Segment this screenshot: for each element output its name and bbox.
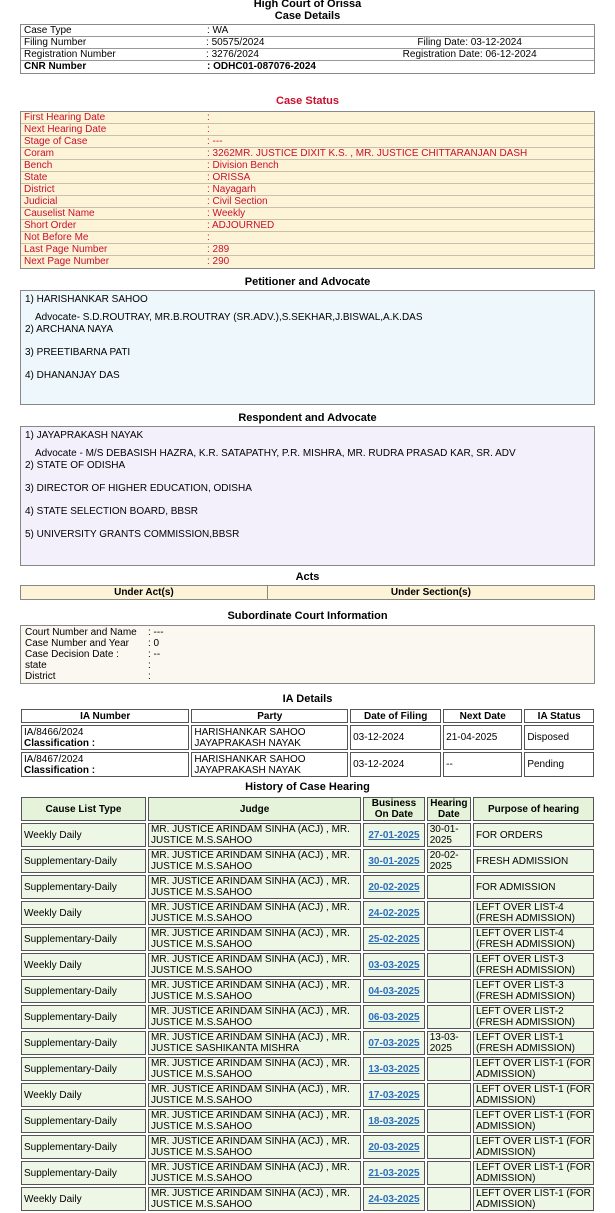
case-status-label: Stage of Case [24, 136, 88, 147]
purpose-of-hearing: LEFT OVER LIST-1 (FOR ADMISSION) [473, 1161, 594, 1185]
case-status-value: : [207, 112, 210, 123]
judge-cell: MR. JUSTICE ARINDAM SINHA (ACJ) , MR. JUSTICE M.S.SAHOO [148, 1083, 361, 1107]
ia-number-cell [21, 752, 189, 777]
subordinate-value: : [148, 660, 151, 671]
case-type-value: : WA [207, 25, 229, 36]
filing-date: Filing Date: 03-12-2024 [417, 37, 522, 48]
history-row [21, 823, 594, 847]
history-header-cell: Judge [148, 797, 361, 821]
purpose-of-hearing: LEFT OVER LIST-3 (FRESH ADMISSION) [473, 953, 594, 977]
hearing-date [427, 1161, 471, 1185]
history-row [21, 979, 594, 1003]
history-row [21, 1187, 594, 1211]
case-status-label: Short Order [24, 220, 77, 231]
business-date-link[interactable]: 04-03-2025 [368, 985, 420, 997]
respondent-advocate: Advocate - M/S DEBASISH HAZRA, K.R. SATAPATHY, P.R. MISHRA, MR. RUDRA PRASAD KAR, SR. ADV [35, 448, 516, 459]
case-status-label: Causelist Name [24, 208, 95, 219]
cause-list-type: Supplementary-Daily [21, 1057, 146, 1081]
registration-date: Registration Date: 06-12-2024 [402, 49, 537, 60]
history-header-cell: Business On Date [363, 797, 424, 821]
subordinate-value: : --- [148, 627, 164, 638]
business-date-link[interactable]: 20-02-2025 [368, 881, 420, 893]
hearing-date [427, 979, 471, 1003]
case-status-label: Judicial [24, 196, 58, 207]
case-status-value: : 290 [207, 256, 230, 267]
purpose-of-hearing: LEFT OVER LIST-1 (FOR ADMISSION) [473, 1135, 594, 1159]
petitioner-4: 4) DHANANJAY DAS [25, 370, 120, 381]
judge-cell: MR. JUSTICE ARINDAM SINHA (ACJ) , MR. JUSTICE M.S.SAHOO [148, 1161, 361, 1185]
hearing-date [427, 875, 471, 899]
cause-list-type: Supplementary-Daily [21, 1005, 146, 1029]
ia-party-2: JAYAPRAKASH NAYAK [194, 737, 301, 749]
hearing-date [427, 1135, 471, 1159]
case-status-row [21, 148, 594, 160]
hearing-date [427, 953, 471, 977]
case-status-value: : Weekly [207, 208, 246, 219]
subordinate-row [25, 660, 590, 671]
subordinate-title: Subordinate Court Information [227, 610, 388, 622]
subordinate-value: : -- [148, 649, 161, 660]
business-date-cell [363, 1187, 424, 1211]
ia-row [21, 752, 594, 777]
case-details-title: Case Details [274, 10, 341, 22]
case-status-value: : 3262MR. JUSTICE DIXIT K.S. , MR. JUSTICE CHITTARANJAN DASH [207, 148, 528, 159]
history-row [21, 901, 594, 925]
hearing-date: 30-01-2025 [427, 823, 471, 847]
business-date-cell [363, 875, 424, 899]
history-row [21, 1161, 594, 1185]
respondent-1: 1) JAYAPRAKASH NAYAK [25, 430, 144, 441]
subordinate-label: Case Decision Date : [25, 649, 119, 660]
cause-list-type: Supplementary-Daily [21, 1109, 146, 1133]
court-title: High Court of Orissa [253, 0, 362, 10]
cause-list-type: Weekly Daily [21, 823, 146, 847]
case-status-row [21, 220, 594, 232]
petitioner-3: 3) PREETIBARNA PATI [25, 347, 131, 358]
business-date-cell [363, 1057, 424, 1081]
judge-cell: MR. JUSTICE ARINDAM SINHA (ACJ) , MR. JUSTICE M.S.SAHOO [148, 1135, 361, 1159]
registration-number-row [21, 49, 594, 61]
business-date-link[interactable]: 13-03-2025 [368, 1063, 420, 1075]
petitioner-box [20, 290, 595, 405]
ia-filing-date: 03-12-2024 [350, 752, 441, 777]
history-row [21, 875, 594, 899]
petitioner-1: 1) HARISHANKAR SAHOO [25, 294, 148, 305]
hearing-date [427, 1005, 471, 1029]
cause-list-type: Supplementary-Daily [21, 1031, 146, 1055]
history-row [21, 849, 594, 873]
business-date-cell [363, 927, 424, 951]
ia-status: Disposed [524, 725, 594, 750]
ia-number-cell [21, 725, 189, 750]
case-status-row [21, 160, 594, 172]
respondent-5: 5) UNIVERSITY GRANTS COMMISSION,BBSR [25, 529, 240, 540]
case-status-value: : Civil Section [207, 196, 268, 207]
case-type-label: Case Type [24, 25, 72, 36]
ia-number: IA/8466/2024 [24, 726, 84, 738]
case-status-label: Not Before Me [24, 232, 89, 243]
ia-status: Pending [524, 752, 594, 777]
cause-list-type: Supplementary-Daily [21, 979, 146, 1003]
cause-list-type: Supplementary-Daily [21, 927, 146, 951]
case-details-table [20, 24, 595, 74]
purpose-of-hearing: FRESH ADMISSION [473, 849, 594, 873]
business-date-link[interactable]: 07-03-2025 [368, 1037, 420, 1049]
history-header-cell: Hearing Date [427, 797, 471, 821]
cnr-label: CNR Number [24, 61, 87, 72]
purpose-of-hearing: LEFT OVER LIST-2 (FRESH ADMISSION) [473, 1005, 594, 1029]
cause-list-type: Weekly Daily [21, 1083, 146, 1107]
history-row [21, 953, 594, 977]
hearing-date [427, 901, 471, 925]
case-status-row [21, 124, 594, 136]
case-status-label: Bench [24, 160, 53, 171]
acts-title: Acts [295, 571, 320, 583]
purpose-of-hearing: LEFT OVER LIST-1 (FOR ADMISSION) [473, 1057, 594, 1081]
case-status-label: State [24, 172, 48, 183]
respondent-title: Respondent and Advocate [238, 412, 377, 424]
registration-number-label: Registration Number [24, 49, 116, 60]
history-row [21, 1109, 594, 1133]
history-row [21, 1031, 594, 1055]
judge-cell: MR. JUSTICE ARINDAM SINHA (ACJ) , MR. JUSTICE SASHIKANTA MISHRA [148, 1031, 361, 1055]
acts-table [20, 585, 595, 600]
judge-cell: MR. JUSTICE ARINDAM SINHA (ACJ) , MR. JUSTICE M.S.SAHOO [148, 1005, 361, 1029]
cause-list-type: Weekly Daily [21, 901, 146, 925]
history-row [21, 1083, 594, 1107]
subordinate-row [25, 627, 590, 638]
ia-header-cell: IA Number [21, 709, 189, 723]
ia-classification-label: Classification : [24, 737, 96, 749]
subordinate-row [25, 649, 590, 660]
subordinate-row [25, 671, 590, 682]
case-status-value: : [207, 232, 210, 243]
subordinate-value: : 0 [148, 638, 160, 649]
case-status-value: : Division Bench [207, 160, 279, 171]
purpose-of-hearing: LEFT OVER LIST-3 (FRESH ADMISSION) [473, 979, 594, 1003]
case-status-value: : Nayagarh [207, 184, 256, 195]
cnr-row [21, 61, 594, 73]
case-status-table [20, 111, 595, 269]
business-date-cell [363, 1135, 424, 1159]
case-status-row [21, 184, 594, 196]
respondent-4: 4) STATE SELECTION BOARD, BBSR [25, 506, 198, 517]
judge-cell: MR. JUSTICE ARINDAM SINHA (ACJ) , MR. JUSTICE M.S.SAHOO [148, 849, 361, 873]
ia-header-cell: IA Status [524, 709, 594, 723]
business-date-link[interactable]: 25-02-2025 [368, 933, 420, 945]
case-status-value: : 289 [207, 244, 230, 255]
ia-next-date: -- [443, 752, 522, 777]
ia-party-cell [191, 752, 348, 777]
respondent-2: 2) STATE OF ODISHA [25, 460, 126, 471]
case-status-value: : ADJOURNED [207, 220, 275, 231]
ia-classification-label: Classification : [24, 764, 96, 776]
judge-cell: MR. JUSTICE ARINDAM SINHA (ACJ) , MR. JUSTICE M.S.SAHOO [148, 1109, 361, 1133]
ia-header-cell: Party [191, 709, 348, 723]
respondent-box [20, 426, 595, 566]
cause-list-type: Weekly Daily [21, 953, 146, 977]
purpose-of-hearing: FOR ADMISSION [473, 875, 594, 899]
hearing-date: 13-03-2025 [427, 1031, 471, 1055]
cause-list-type: Weekly Daily [21, 1187, 146, 1211]
judge-cell: MR. JUSTICE ARINDAM SINHA (ACJ) , MR. JUSTICE M.S.SAHOO [148, 979, 361, 1003]
case-status-row [21, 208, 594, 220]
case-status-label: Next Hearing Date [24, 124, 107, 135]
subordinate-value: : [148, 671, 151, 682]
subordinate-label: Court Number and Name [25, 627, 137, 638]
history-header-cell: Purpose of hearing [473, 797, 594, 821]
ia-party-2: JAYAPRAKASH NAYAK [194, 764, 301, 776]
business-date-link[interactable]: 17-03-2025 [368, 1089, 420, 1101]
history-title: History of Case Hearing [245, 781, 370, 793]
purpose-of-hearing: LEFT OVER LIST-1 (FOR ADMISSION) [473, 1109, 594, 1133]
acts-col-act: Under Act(s) [21, 586, 268, 600]
case-status-label: First Hearing Date [24, 112, 106, 123]
subordinate-row [25, 638, 590, 649]
history-row [21, 1135, 594, 1159]
ia-row [21, 725, 594, 750]
ia-filing-date: 03-12-2024 [350, 725, 441, 750]
business-date-cell [363, 979, 424, 1003]
ia-party-1: HARISHANKAR SAHOO [194, 726, 306, 738]
business-date-cell [363, 953, 424, 977]
business-date-link[interactable]: 21-03-2025 [368, 1167, 420, 1179]
ia-header-cell: Date of Filing [350, 709, 441, 723]
case-status-row [21, 112, 594, 124]
judge-cell: MR. JUSTICE ARINDAM SINHA (ACJ) , MR. JUSTICE M.S.SAHOO [148, 1057, 361, 1081]
business-date-link[interactable]: 06-03-2025 [368, 1011, 420, 1023]
cause-list-type: Supplementary-Daily [21, 1135, 146, 1159]
subordinate-label: state [25, 660, 47, 671]
hearing-date [427, 1187, 471, 1211]
judge-cell: MR. JUSTICE ARINDAM SINHA (ACJ) , MR. JUSTICE M.S.SAHOO [148, 1187, 361, 1211]
business-date-link[interactable]: 24-02-2025 [368, 907, 420, 919]
history-table [19, 795, 596, 1213]
purpose-of-hearing: FOR ORDERS [473, 823, 594, 847]
business-date-link[interactable]: 20-03-2025 [368, 1141, 420, 1153]
purpose-of-hearing: LEFT OVER LIST-4 (FRESH ADMISSION) [473, 901, 594, 925]
hearing-date [427, 1083, 471, 1107]
hearing-date: 20-02-2025 [427, 849, 471, 873]
case-status-value: : ORISSA [207, 172, 251, 183]
case-status-label: Coram [24, 148, 55, 159]
case-status-row [21, 136, 594, 148]
filing-number-row [21, 37, 594, 49]
history-row [21, 1057, 594, 1081]
case-status-row [21, 256, 594, 268]
history-header-cell: Cause List Type [21, 797, 146, 821]
petitioner-advocate: Advocate- S.D.ROUTRAY, MR.B.ROUTRAY (SR.ADV.),S.SEKHAR,J.BISWAL,A.K.DAS [35, 312, 423, 323]
business-date-cell [363, 1083, 424, 1107]
history-row [21, 927, 594, 951]
subordinate-label: District [25, 671, 56, 682]
subordinate-table [20, 625, 595, 684]
judge-cell: MR. JUSTICE ARINDAM SINHA (ACJ) , MR. JUSTICE M.S.SAHOO [148, 823, 361, 847]
business-date-cell [363, 1031, 424, 1055]
subordinate-label: Case Number and Year [25, 638, 129, 649]
business-date-link[interactable]: 30-01-2025 [368, 855, 420, 867]
judge-cell: MR. JUSTICE ARINDAM SINHA (ACJ) , MR. JUSTICE M.S.SAHOO [148, 901, 361, 925]
business-date-cell [363, 1161, 424, 1185]
case-type-row [21, 25, 594, 37]
business-date-cell [363, 849, 424, 873]
business-date-cell [363, 1005, 424, 1029]
business-date-cell [363, 823, 424, 847]
filing-number-value: : 50575/2024 [206, 37, 265, 48]
case-status-label: Next Page Number [24, 256, 110, 267]
case-status-row [21, 244, 594, 256]
filing-number-label: Filing Number [24, 37, 87, 48]
case-status-value: : --- [207, 136, 223, 147]
purpose-of-hearing: LEFT OVER LIST-4 (FRESH ADMISSION) [473, 927, 594, 951]
cnr-value: : ODHC01-087076-2024 [207, 61, 316, 72]
hearing-date [427, 1109, 471, 1133]
ia-next-date: 21-04-2025 [443, 725, 522, 750]
cause-list-type: Supplementary-Daily [21, 849, 146, 873]
case-status-label: Last Page Number [24, 244, 108, 255]
ia-party-1: HARISHANKAR SAHOO [194, 753, 306, 765]
ia-party-cell [191, 725, 348, 750]
case-status-value: : [207, 124, 210, 135]
purpose-of-hearing: LEFT OVER LIST-1 (FRESH ADMISSION) [473, 1031, 594, 1055]
petitioner-title: Petitioner and Advocate [244, 276, 371, 288]
judge-cell: MR. JUSTICE ARINDAM SINHA (ACJ) , MR. JUSTICE M.S.SAHOO [148, 927, 361, 951]
judge-cell: MR. JUSTICE ARINDAM SINHA (ACJ) , MR. JUSTICE M.S.SAHOO [148, 953, 361, 977]
business-date-link[interactable]: 03-03-2025 [368, 959, 420, 971]
history-row [21, 1005, 594, 1029]
ia-table [19, 707, 596, 779]
business-date-link[interactable]: 18-03-2025 [368, 1115, 420, 1127]
case-status-row [21, 172, 594, 184]
business-date-link[interactable]: 24-03-2025 [368, 1193, 420, 1205]
business-date-cell [363, 1109, 424, 1133]
case-status-row [21, 232, 594, 244]
case-status-row [21, 196, 594, 208]
hearing-date [427, 927, 471, 951]
acts-col-section: Under Section(s) [267, 586, 594, 600]
registration-number-value: : 3276/2024 [206, 49, 259, 60]
purpose-of-hearing: LEFT OVER LIST-1 (FOR ADMISSION) [473, 1187, 594, 1211]
hearing-date [427, 1057, 471, 1081]
case-status-title: Case Status [276, 95, 339, 107]
cause-list-type: Supplementary-Daily [21, 1161, 146, 1185]
case-status-label: District [24, 184, 55, 195]
business-date-cell [363, 901, 424, 925]
ia-number: IA/8467/2024 [24, 753, 84, 765]
petitioner-2: 2) ARCHANA NAYA [25, 324, 113, 335]
ia-title: IA Details [282, 693, 333, 705]
purpose-of-hearing: LEFT OVER LIST-1 (FOR ADMISSION) [473, 1083, 594, 1107]
respondent-3: 3) DIRECTOR OF HIGHER EDUCATION, ODISHA [25, 483, 252, 494]
ia-header-cell: Next Date [443, 709, 522, 723]
cause-list-type: Supplementary-Daily [21, 875, 146, 899]
business-date-link[interactable]: 27-01-2025 [368, 829, 420, 841]
judge-cell: MR. JUSTICE ARINDAM SINHA (ACJ) , MR. JUSTICE M.S.SAHOO [148, 875, 361, 899]
